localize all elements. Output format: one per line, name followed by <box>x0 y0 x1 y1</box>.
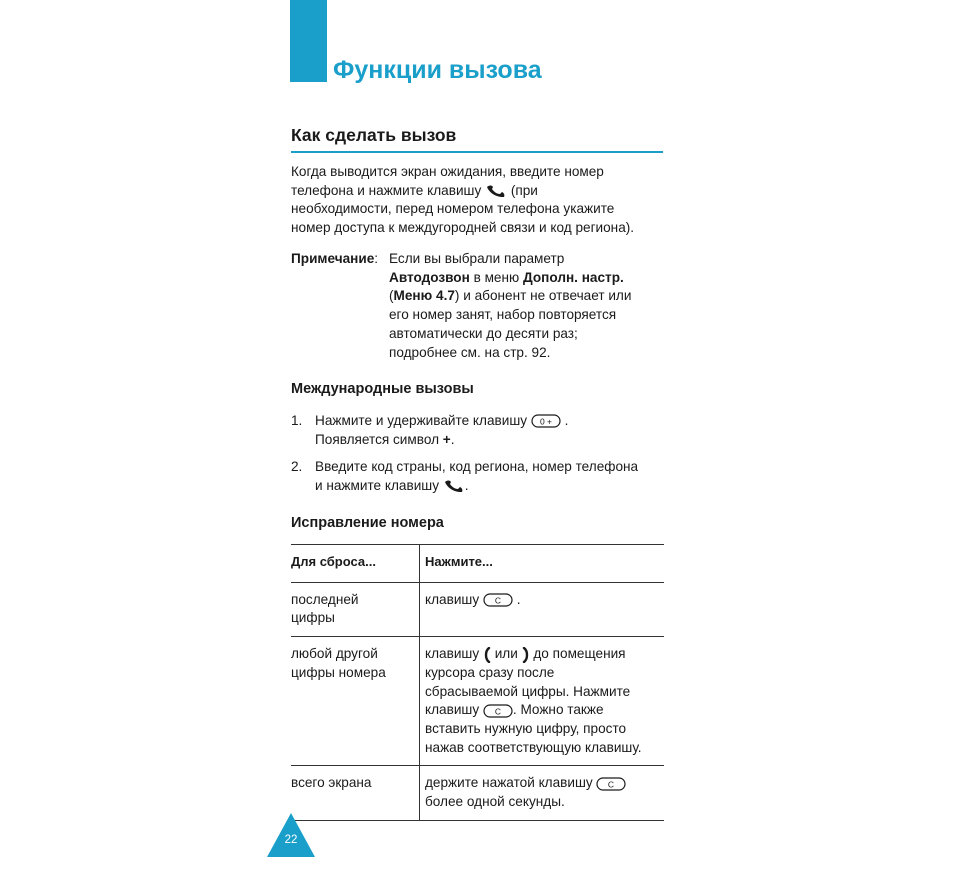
send-key-icon <box>443 479 465 493</box>
table-header-row <box>291 545 664 583</box>
zero-plus-key-icon <box>531 414 561 428</box>
section-heading: Как сделать вызов <box>291 125 663 153</box>
column-header-reset: Для сброса... <box>291 545 420 583</box>
step-1-text: Нажмите и удерживайте клавишу 0 + . Появляется символ +. <box>315 413 569 447</box>
intro-paragraph: Когда выводится экран ожидания, введите номер телефона и нажмите клавишу (при необходимости, перед номером телефона укажите номер доступа к междугородней связи и код региона). <box>291 164 635 236</box>
left-key-icon <box>483 647 491 663</box>
svg-text:0 +: 0 + <box>539 416 552 427</box>
page-number: 22 <box>284 834 298 846</box>
note-text: Если вы выбрали параметр Автодозвон в меню Дополн. настр. (Меню 4.7) и абонент не отвечает или его номер занят, набор повторяется автоматически до десяти раз; подробнее см. на стр. 92. <box>389 251 632 360</box>
table-row: всего экрана держите нажатой клавишу C более одной секунды. <box>291 766 664 820</box>
table-row: любой другой цифры номера клавишу или до помещения курсора сразу после сбрасываемой цифры. Нажмите клавишу C . Можно также вставить нужную цифру, просто нажав соответствующую клавишу. <box>291 637 664 766</box>
correction-table <box>291 544 664 821</box>
right-key-icon <box>522 647 530 663</box>
clear-key-icon <box>483 704 513 718</box>
step-2-text: Введите код страны, код региона, номер телефона и нажмите клавишу . <box>315 459 639 493</box>
step-1-number: 1. <box>291 413 303 428</box>
page-title: Функции вызова <box>333 56 542 84</box>
chapter-tab-bar <box>290 0 327 82</box>
svg-text:C: C <box>494 706 501 717</box>
international-heading: Международные вызовы <box>291 381 474 397</box>
column-header-press: Нажмите... <box>420 545 665 583</box>
send-key-icon <box>485 184 507 198</box>
svg-text:C: C <box>608 779 615 790</box>
svg-text:C: C <box>494 595 501 606</box>
clear-key-icon <box>596 777 626 791</box>
clear-key-icon <box>483 593 513 607</box>
note-label: Примечание: <box>291 251 379 266</box>
table-row: последней цифры клавишу C . <box>291 582 664 636</box>
step-2-number: 2. <box>291 459 303 474</box>
correction-heading: Исправление номера <box>291 515 444 531</box>
